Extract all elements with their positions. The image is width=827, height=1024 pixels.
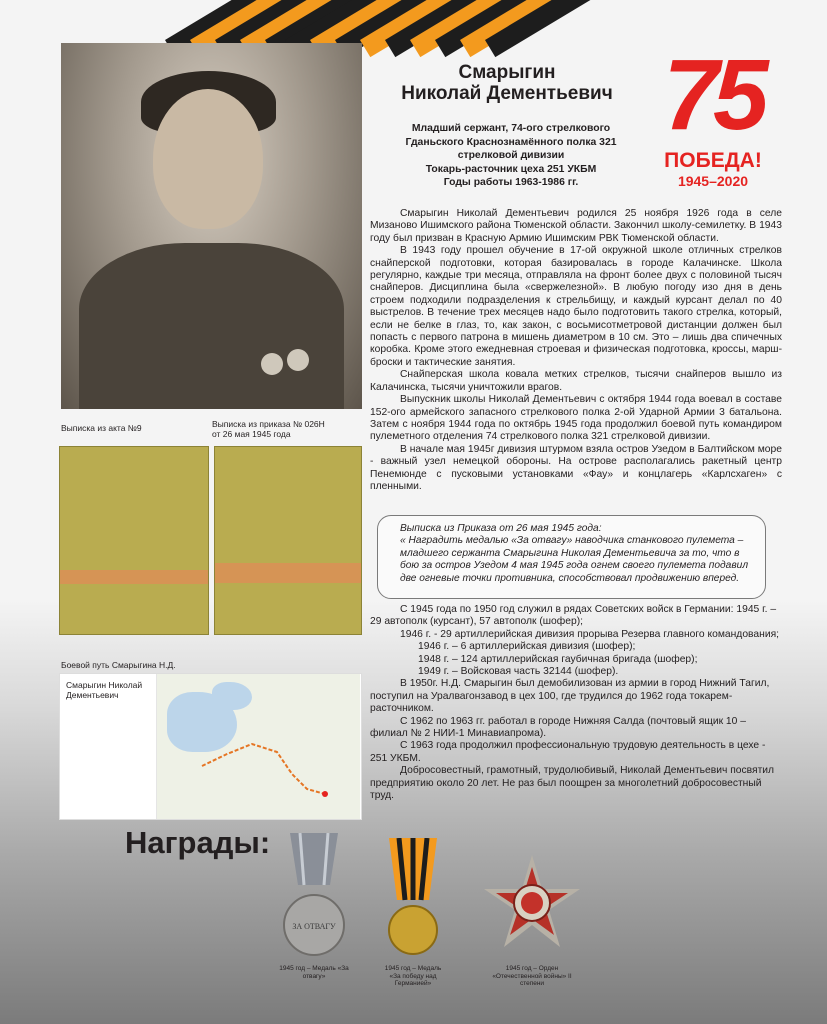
rank-line: Младший сержант, 74-ого стрелкового <box>411 123 611 134</box>
bio-paragraph: Выпускник школы Николай Дементьевич с октября 1944 года воевал в составе 152-ого армейского запасного стрелкового полка 2-ой Ударной Армии 3 батальона. Затем с ноября 1944 года по октябрь 1945 года продолжил боевой путь командиром пулеметного отделения 74 стрелкового полка 321 стрелковой дивизии. <box>370 394 782 443</box>
doc1-caption: Выписка из акта №9 <box>61 423 142 433</box>
person-name <box>372 62 642 104</box>
medal-bravery-icon <box>282 833 346 963</box>
bio-paragraph: В 1943 году прошел обучение в 17-ой окружной школе отличных стрелков снайперской подготовки, которая базировалась в городе Калачинске. Школа регулярно, каждые три месяца, отправляла на фронт более двух с половиной тысяч снайперов. Дисциплина была «свержелезной». В любую погоду изо дня в день строем подходили подразделения к стрельбищу, и каждый курсант делал по 40 выстрелов. В течение трех месяцев надо было подготовить такого стрелка, который, если не белке в глаз, то, как закон, с восьмисотметровой дистанции должен был попасть с первого патрона в мишень диаметром в 10 см. Это – лишь два спичечных коробка. Кроме этого ежедневная строевая и физическая подготовка, кроссы, марш-броски и тактические занятия. <box>370 245 782 368</box>
doc2-caption-line: Выписка из приказа № 026Н <box>212 419 325 429</box>
tail-paragraph: 1949 г. – Войсковая часть 32144 (шофер). <box>418 666 619 678</box>
rank-line: Гданьского Краснознамённого полка 321 <box>405 136 617 148</box>
bio-paragraph: В начале мая 1945г дивизия штурмом взяла остров Узедом в Балтийском море - важный узел немецкой обороны. На острове располагались ракетный центр Пенемюнде с пусковыми установками «Фау» и концлагерь «Карлсхаген» с пленными. <box>370 443 782 492</box>
surname: Смарыгин <box>458 62 556 83</box>
map-area <box>157 674 360 819</box>
order-quote-box <box>377 515 766 599</box>
medal-inscription: ЗА ОТВАГУ <box>292 922 336 931</box>
bio-paragraph: Снайперская школа ковала метких стрелков, тысячи снайперов вышло из Калачинска, тысячи уничтожили врагов. <box>370 369 782 393</box>
tail-paragraph: В 1950г. Н.Д. Смарыгин был демобилизован из армии в город Нижний Тагил, поступил на Уралвагонзавод в цех 100, где трудился до 1962 года токарем-расточником. <box>370 678 770 715</box>
medal-victory-icon <box>385 838 441 958</box>
given-names: Николай Дементьевич <box>401 83 613 104</box>
doc2-caption <box>212 419 325 439</box>
map-title: Смарыгин Николай Дементьевич <box>66 680 143 700</box>
quote-title: Выписка из Приказа от 26 мая 1945 года: <box>400 523 602 534</box>
rank-line: Годы работы 1963-1986 гг. <box>443 177 579 188</box>
document-scan-act <box>59 446 209 635</box>
order-patriotic-war-icon <box>484 855 580 951</box>
rank-line: стрелковой дивизии <box>457 150 565 161</box>
award-caption: 1945 год – Орден «Отечественной войны» II степени <box>492 965 572 987</box>
document-scan-order <box>214 446 362 635</box>
tail-paragraph: С 1962 по 1963 гг. работал в городе Нижняя Салда (почтовый ящик 10 – филиал № 2 НИИ-1 Минавиапрома). <box>370 715 746 740</box>
tail-paragraph: 1948 г. – 124 артиллерийская гаубичная бригада (шофер); <box>418 653 698 665</box>
rank-line: Токарь-расточник цеха 251 УКБМ <box>425 163 597 175</box>
awards-title: Награды: <box>125 825 271 860</box>
award-caption: 1945 год – Медаль «За победу над Германией» <box>384 965 442 987</box>
bio-paragraph: Смарыгин Николай Дементьевич родился 25 ноября 1926 года в селе Мизаново Ишимского района Тюменской области. Закончил школу-семилетку. В 1943 году был призван в Красную Армию Ишимским РВК Тюменской области. <box>370 208 782 244</box>
battle-route-map <box>59 673 362 820</box>
logo-number: 75 <box>663 39 763 151</box>
tail-paragraph: Добросовестный, грамотный, трудолюбивый, Николай Дементьевич посвятил предприятию около 20 лет. Не раз был поощрен за многолетний добросовестный труд. <box>370 765 775 802</box>
logo-years: 1945–2020 <box>677 173 749 189</box>
tail-paragraph: 1946 г. – 6 артиллерийская дивизия (шофер); <box>418 641 636 653</box>
map-sidebar <box>60 674 157 819</box>
quote-text: « Наградить медалью «За отвагу» наводчика станкового пулемета – младшего сержанта Смарыгина Николая Дементьевича за то, что в бою за остров Узедом 4 мая 1945 года огнем своего пулемета подавил две огневые точки противника, способствовал продвижению вперед. <box>400 535 749 584</box>
tail-paragraph: С 1945 года по 1950 год служил в рядах Советских войск в Германии: 1945 г. – 29 автополк (курсант), 57 автополк (шофер); <box>370 604 777 628</box>
doc2-caption-line: от 26 мая 1945 года <box>212 429 291 439</box>
portrait-photo <box>61 43 362 409</box>
route-caption: Боевой путь Смарыгина Н.Д. <box>61 660 176 670</box>
rank-info <box>380 122 642 190</box>
tail-paragraph: С 1963 года продолжил профессиональную трудовую деятельность в цехе - 251 УКБМ. <box>370 740 766 764</box>
logo-word: ПОБЕДА! <box>664 149 762 172</box>
tail-paragraph: 1946 г. - 29 артиллерийская дивизия прорыва Резерва главного командования; <box>400 628 780 640</box>
award-caption: 1945 год – Медаль «За отвагу» <box>279 965 349 980</box>
post-war-text <box>370 604 782 803</box>
victory-75-logo <box>648 39 778 200</box>
biography-text <box>370 208 782 493</box>
route-line <box>157 674 360 819</box>
